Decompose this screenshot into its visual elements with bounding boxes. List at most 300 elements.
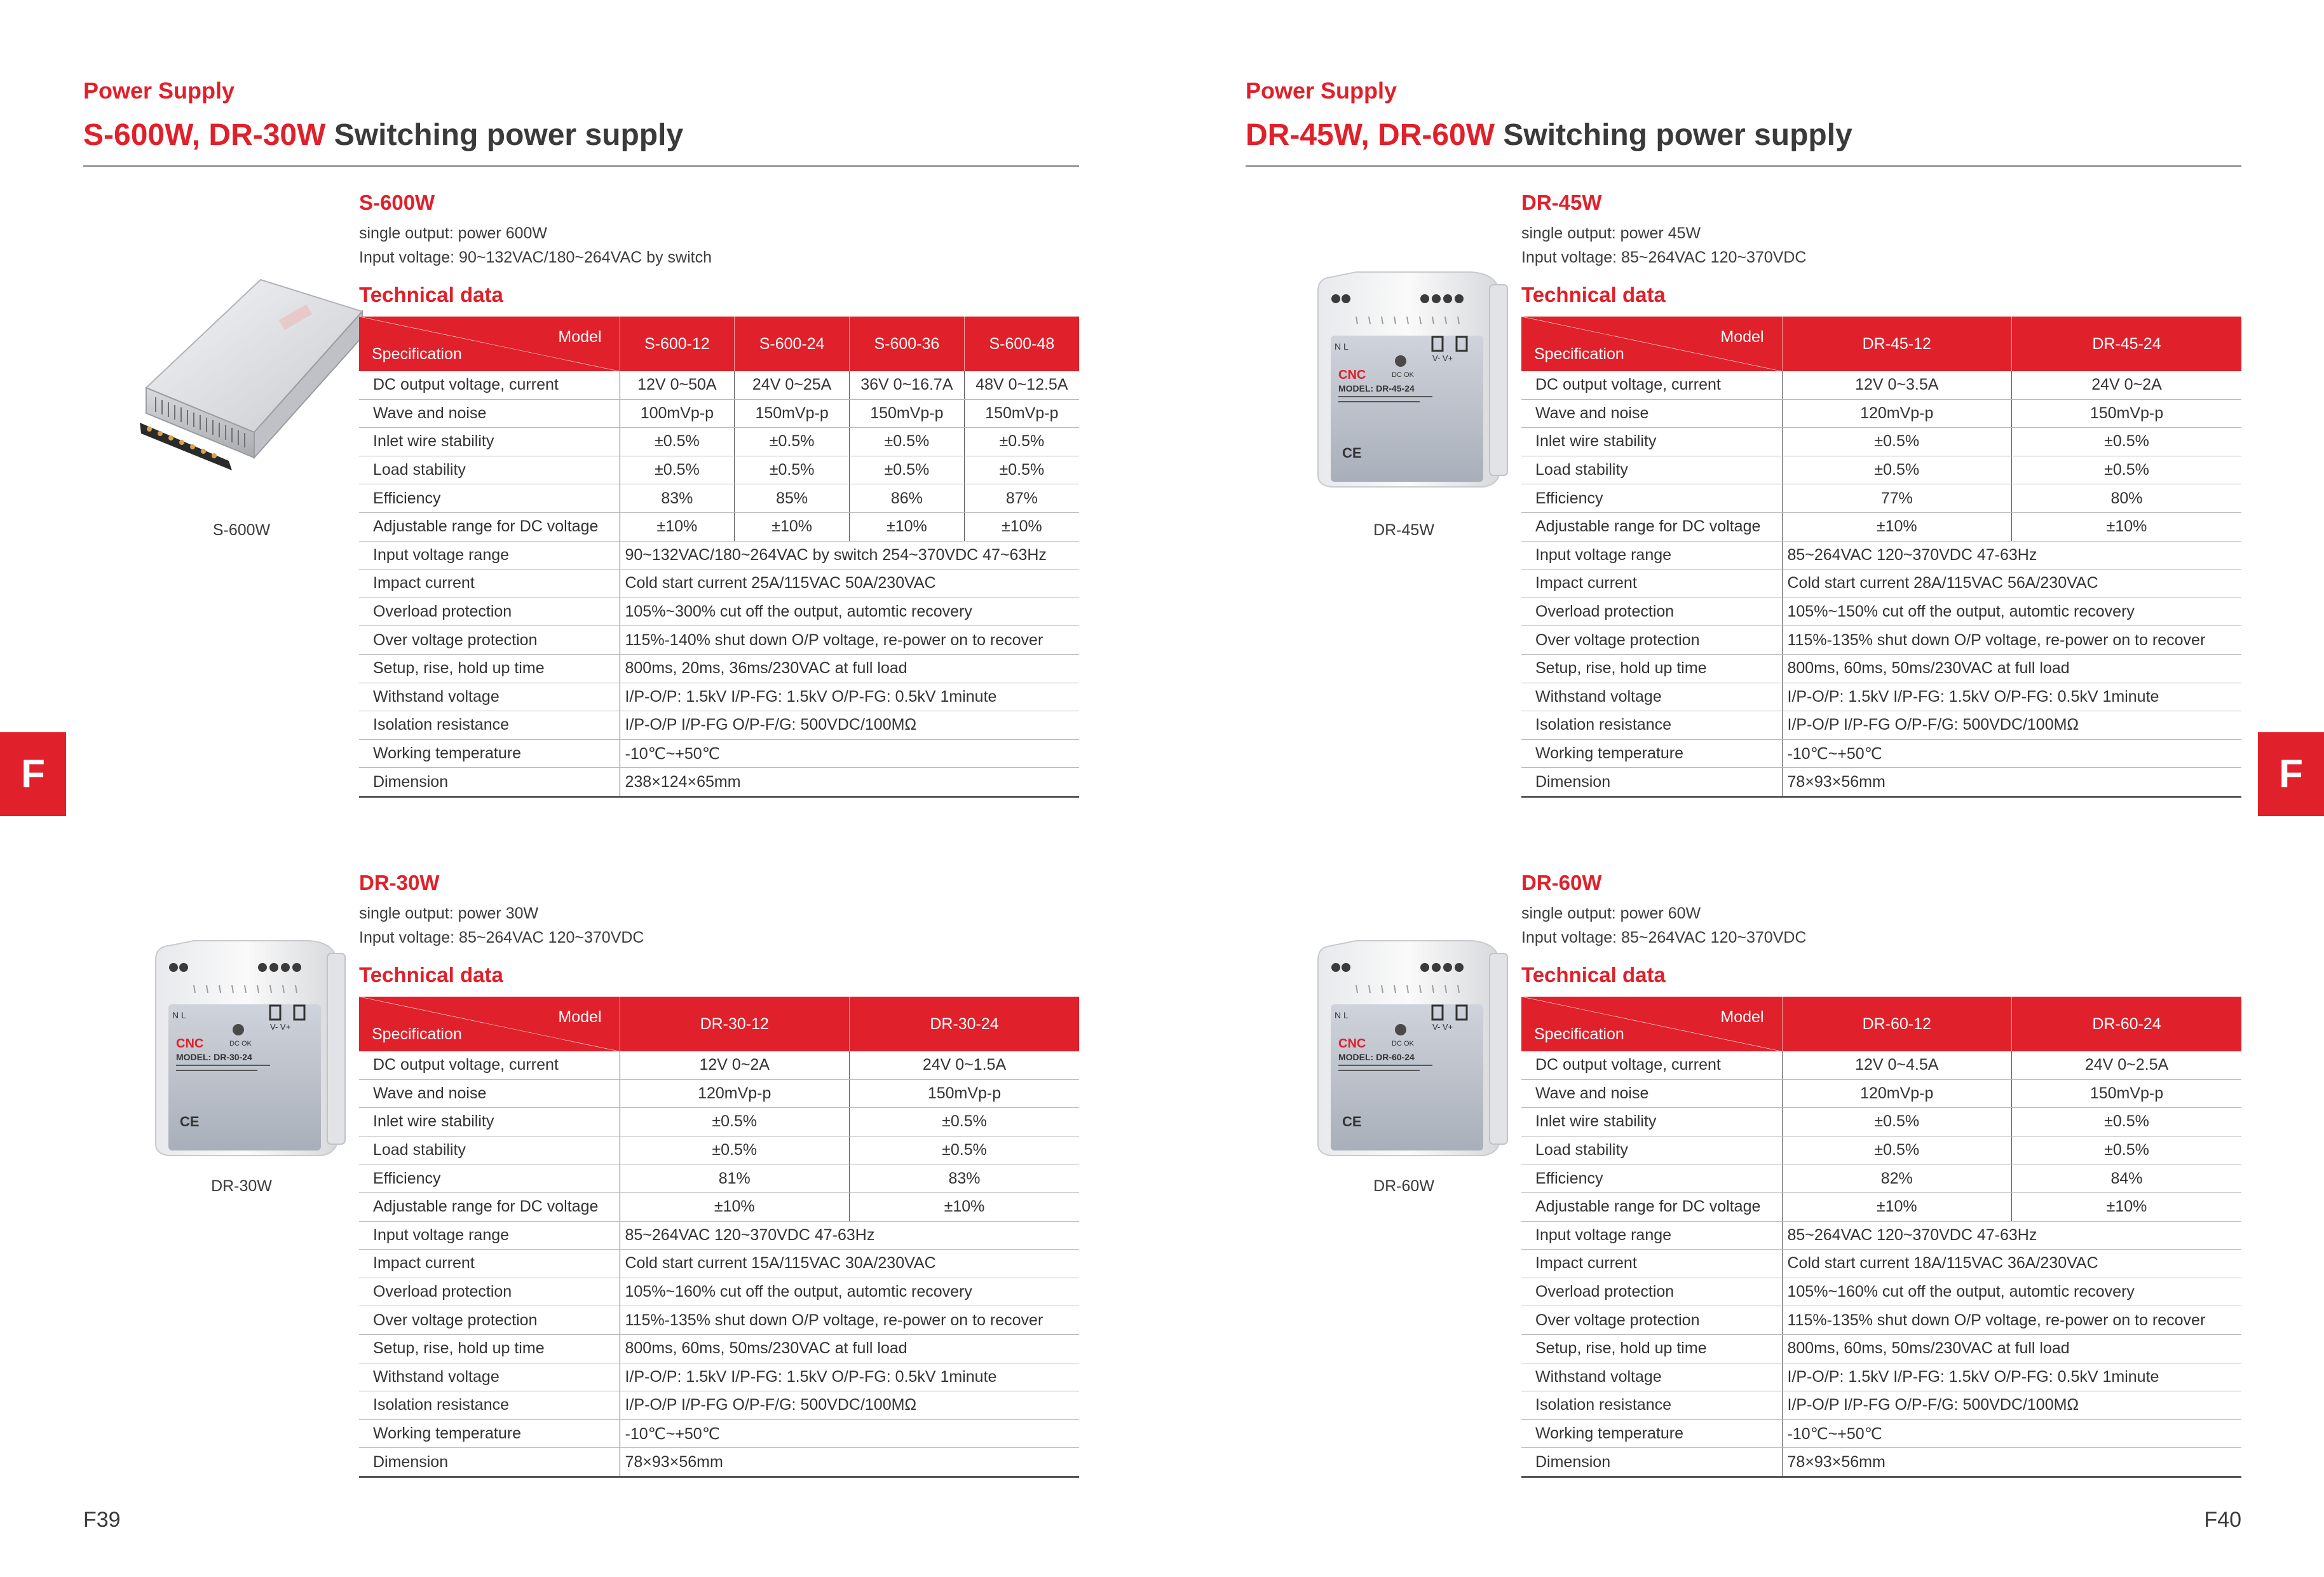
spec-name-cell: Isolation resistance: [359, 1391, 620, 1420]
spec-value-cell: ±10%: [2012, 1192, 2242, 1221]
spec-value-cell: I/P-O/P I/P-FG O/P-F/G: 500VDC/100MΩ: [1782, 711, 2241, 740]
spec-value-cell: 105%~160% cut off the output, automtic recovery: [1782, 1278, 2241, 1306]
spec-name-cell: Adjustable range for DC voltage: [1521, 1192, 1782, 1221]
spec-value-cell: ±0.5%: [1782, 1136, 2012, 1164]
model-label: MODEL: DR-30-24: [176, 1052, 252, 1062]
title-models: DR-45W, DR-60W: [1246, 118, 1495, 152]
table-header-row: [359, 317, 1079, 371]
desc-input: Input voltage: 90~132VAC/180~264VAC by switch: [359, 249, 712, 266]
model-header-cell: S-600-12: [620, 317, 735, 371]
table-row: [1521, 739, 2241, 768]
product-name: DR-30W: [359, 871, 440, 894]
ce-mark: CE: [1342, 445, 1362, 461]
technical-data-heading: Technical data: [1521, 283, 1666, 306]
spec-name-cell: Working temperature: [1521, 1419, 1782, 1448]
model-header-cell: S-600-36: [850, 317, 965, 371]
spec-value-cell: ±10%: [2012, 512, 2242, 541]
spec-value-cell: Cold start current 15A/115VAC 30A/230VAC: [620, 1250, 1079, 1278]
spec-name-cell: Overload protection: [359, 597, 620, 626]
spec-value-cell: 83%: [850, 1164, 1080, 1193]
spec-name-cell: Dimension: [1521, 768, 1782, 797]
spec-name-cell: Overload protection: [1521, 597, 1782, 626]
product-image-s600w: [121, 267, 388, 521]
spec-value-cell: 115%-140% shut down O/P voltage, re-power on to recover: [620, 626, 1079, 655]
spec-value-cell: Cold start current 18A/115VAC 36A/230VAC: [1782, 1250, 2241, 1278]
spec-name-cell: Over voltage protection: [1521, 1306, 1782, 1335]
brand-logo: CNC: [1338, 368, 1366, 382]
table-row: [359, 428, 1079, 456]
spec-value-cell: ±0.5%: [620, 456, 735, 484]
spec-value-cell: 85%: [735, 484, 850, 513]
dc-ok-label: DC OK: [1392, 1040, 1414, 1048]
title-models: S-600W, DR-30W: [83, 118, 326, 152]
spec-value-cell: I/P-O/P: 1.5kV I/P-FG: 1.5kV O/P-FG: 0.5kV 1minute: [1782, 1363, 2241, 1391]
spec-name-cell: Setup, rise, hold up time: [359, 1334, 620, 1363]
spec-value-cell: ±0.5%: [1782, 456, 2012, 484]
spec-name-cell: Inlet wire stability: [1521, 428, 1782, 456]
spec-name-cell: Overload protection: [359, 1278, 620, 1306]
page-number: F40: [2204, 1508, 2241, 1532]
header-spec-label: Specification: [372, 345, 462, 363]
spec-value-cell: ±10%: [1782, 1192, 2012, 1221]
product-caption: DR-60W: [1373, 1177, 1434, 1195]
spec-value-cell: ±0.5%: [2012, 1136, 2242, 1164]
table-row: [1521, 1108, 2241, 1137]
table-row: [1521, 399, 2241, 428]
spec-value-cell: 115%-135% shut down O/P voltage, re-power on to recover: [1782, 1306, 2241, 1335]
title-rule: [83, 165, 1079, 167]
table-row: [359, 1164, 1079, 1193]
spec-name-cell: Dimension: [359, 768, 620, 797]
spec-name-cell: Input voltage range: [359, 541, 620, 570]
brand-logo: CNC: [176, 1037, 204, 1051]
spec-value-cell: 800ms, 20ms, 36ms/230VAC at full load: [620, 654, 1079, 683]
desc-power: single output: power 60W: [1521, 905, 1701, 922]
spec-name-cell: DC output voltage, current: [1521, 1051, 1782, 1079]
header-model-label: Model: [1720, 1008, 1764, 1026]
spec-value-cell: 800ms, 60ms, 50ms/230VAC at full load: [620, 1334, 1079, 1363]
desc-input: Input voltage: 85~264VAC 120~370VDC: [1521, 929, 1807, 946]
spec-value-cell: ±0.5%: [850, 456, 965, 484]
spec-name-cell: Efficiency: [1521, 1164, 1782, 1193]
spec-name-cell: Setup, rise, hold up time: [1521, 654, 1782, 683]
spec-name-cell: Withstand voltage: [359, 1363, 620, 1391]
table-row: [1521, 626, 2241, 655]
spec-value-cell: 150mVp-p: [2012, 1079, 2242, 1108]
header-spec-label: Specification: [372, 1025, 462, 1043]
spec-value-cell: 105%~300% cut off the output, automtic recovery: [620, 597, 1079, 626]
spec-value-cell: ±0.5%: [620, 428, 735, 456]
header-model-label: Model: [558, 328, 602, 346]
spec-name-cell: Over voltage protection: [359, 1306, 620, 1335]
desc-power: single output: power 45W: [1521, 224, 1701, 242]
spec-name-cell: DC output voltage, current: [1521, 371, 1782, 399]
table-row: [359, 1221, 1079, 1250]
desc-power: single output: power 30W: [359, 905, 539, 922]
spec-value-cell: I/P-O/P I/P-FG O/P-F/G: 500VDC/100MΩ: [1782, 1391, 2241, 1420]
spec-name-cell: Wave and noise: [359, 399, 620, 428]
table-row: [359, 1448, 1079, 1477]
spec-name-cell: Setup, rise, hold up time: [359, 654, 620, 683]
spec-value-cell: 800ms, 60ms, 50ms/230VAC at full load: [1782, 654, 2241, 683]
model-header-cell: DR-60-24: [2012, 997, 2242, 1051]
model-header-cell: DR-45-24: [2012, 317, 2242, 371]
title-text: Switching power supply: [1495, 118, 1852, 152]
spec-name-cell: Wave and noise: [1521, 1079, 1782, 1108]
output-terminal-label: V- V+: [1432, 353, 1453, 363]
category-label: Power Supply: [1246, 78, 1397, 104]
table-row: [1521, 1278, 2241, 1306]
table-row: [359, 1136, 1079, 1164]
model-header-cell: S-600-48: [964, 317, 1079, 371]
spec-value-cell: 77%: [1782, 484, 2012, 513]
input-terminal-label: N L: [1335, 341, 1349, 352]
table-row: [1521, 1250, 2241, 1278]
spec-value-cell: 12V 0~2A: [620, 1051, 850, 1079]
spec-name-cell: Inlet wire stability: [359, 428, 620, 456]
table-row: [1521, 1136, 2241, 1164]
table-row: [359, 1363, 1079, 1391]
spec-value-cell: 85~264VAC 120~370VDC 47-63Hz: [620, 1221, 1079, 1250]
table-row: [1521, 1079, 2241, 1108]
spec-value-cell: 105%~150% cut off the output, automtic recovery: [1782, 597, 2241, 626]
table-row: [359, 768, 1079, 797]
spec-value-cell: 90~132VAC/180~264VAC by switch 254~370VDC 47~63Hz: [620, 541, 1079, 570]
spec-value-cell: ±0.5%: [1782, 428, 2012, 456]
table-row: [359, 541, 1079, 570]
section-tab-f: F: [2258, 732, 2324, 816]
spec-name-cell: Impact current: [1521, 570, 1782, 598]
spec-value-cell: 12V 0~50A: [620, 371, 735, 399]
spec-name-cell: Input voltage range: [359, 1221, 620, 1250]
spec-name-cell: Input voltage range: [1521, 1221, 1782, 1250]
spec-value-cell: 84%: [2012, 1164, 2242, 1193]
table-row: [359, 484, 1079, 513]
table-row: [1521, 541, 2241, 570]
desc-input: Input voltage: 85~264VAC 120~370VDC: [1521, 249, 1807, 266]
spec-table-s600w: [359, 317, 1079, 798]
product-description: [1521, 221, 1806, 270]
table-row: [359, 399, 1079, 428]
input-terminal-label: N L: [1335, 1010, 1349, 1020]
table-row: [1521, 768, 2241, 797]
technical-data-heading: Technical data: [359, 963, 503, 986]
table-row: [359, 1108, 1079, 1137]
table-row: [359, 597, 1079, 626]
spec-value-cell: 86%: [850, 484, 965, 513]
spec-name-cell: Dimension: [1521, 1448, 1782, 1477]
spec-value-cell: -10℃~+50℃: [1782, 1419, 2241, 1448]
page-title: [1246, 118, 1852, 153]
table-row: [359, 626, 1079, 655]
spec-value-cell: 48V 0~12.5A: [964, 371, 1079, 399]
spec-value-cell: 80%: [2012, 484, 2242, 513]
output-terminal-label: V- V+: [270, 1022, 291, 1032]
spec-value-cell: I/P-O/P I/P-FG O/P-F/G: 500VDC/100MΩ: [620, 1391, 1079, 1420]
ce-mark: CE: [180, 1114, 200, 1130]
right-page: [1162, 0, 2324, 1577]
header-corner-cell: [359, 317, 620, 371]
spec-name-cell: Adjustable range for DC voltage: [1521, 512, 1782, 541]
header-corner-cell: [1521, 317, 1782, 371]
spec-name-cell: Working temperature: [359, 1419, 620, 1448]
ce-mark: CE: [1342, 1114, 1362, 1130]
table-row: [1521, 1164, 2241, 1193]
table-header-row: [359, 997, 1079, 1051]
spec-value-cell: ±0.5%: [620, 1108, 850, 1137]
spec-value-cell: I/P-O/P: 1.5kV I/P-FG: 1.5kV O/P-FG: 0.5kV 1minute: [620, 683, 1079, 711]
table-row: [359, 1419, 1079, 1448]
spec-name-cell: Isolation resistance: [359, 711, 620, 740]
spec-name-cell: Setup, rise, hold up time: [1521, 1334, 1782, 1363]
table-row: [1521, 597, 2241, 626]
table-row: [1521, 484, 2241, 513]
output-terminal-label: V- V+: [1432, 1022, 1453, 1032]
table-row: [1521, 1334, 2241, 1363]
spec-name-cell: Wave and noise: [1521, 399, 1782, 428]
header-model-label: Model: [558, 1008, 602, 1026]
input-terminal-label: N L: [172, 1010, 186, 1020]
table-row: [359, 654, 1079, 683]
spec-name-cell: Input voltage range: [1521, 541, 1782, 570]
spec-value-cell: 24V 0~2A: [2012, 371, 2242, 399]
spec-value-cell: I/P-O/P: 1.5kV I/P-FG: 1.5kV O/P-FG: 0.5kV 1minute: [620, 1363, 1079, 1391]
model-label: MODEL: DR-60-24: [1338, 1052, 1415, 1062]
spec-name-cell: Working temperature: [1521, 739, 1782, 768]
spec-name-cell: Impact current: [1521, 1250, 1782, 1278]
table-row: [1521, 570, 2241, 598]
spec-name-cell: Inlet wire stability: [1521, 1108, 1782, 1137]
spec-name-cell: Load stability: [1521, 456, 1782, 484]
title-text: Switching power supply: [325, 118, 684, 152]
spec-value-cell: 78×93×56mm: [1782, 768, 2241, 797]
table-row: [359, 1278, 1079, 1306]
spec-value-cell: ±10%: [620, 512, 735, 541]
spec-value-cell: 150mVp-p: [964, 399, 1079, 428]
spec-value-cell: 120mVp-p: [1782, 399, 2012, 428]
table-row: [359, 1192, 1079, 1221]
product-description: [359, 221, 712, 270]
spec-name-cell: Efficiency: [1521, 484, 1782, 513]
spec-name-cell: Impact current: [359, 1250, 620, 1278]
spec-value-cell: ±0.5%: [850, 428, 965, 456]
table-row: [1521, 711, 2241, 740]
spec-table-dr30w: [359, 997, 1079, 1478]
dc-ok-label: DC OK: [229, 1040, 252, 1048]
table-header-row: [1521, 997, 2241, 1051]
spec-name-cell: Load stability: [359, 456, 620, 484]
spec-name-cell: Inlet wire stability: [359, 1108, 620, 1137]
spec-value-cell: ±0.5%: [1782, 1108, 2012, 1137]
spec-value-cell: 85~264VAC 120~370VDC 47-63Hz: [1782, 541, 2241, 570]
table-row: [359, 683, 1079, 711]
spec-value-cell: Cold start current 28A/115VAC 56A/230VAC: [1782, 570, 2241, 598]
spec-value-cell: 150mVp-p: [2012, 399, 2242, 428]
spec-value-cell: ±0.5%: [850, 1108, 1080, 1137]
spec-value-cell: 24V 0~1.5A: [850, 1051, 1080, 1079]
spec-value-cell: Cold start current 25A/115VAC 50A/230VAC: [620, 570, 1079, 598]
spec-name-cell: Over voltage protection: [359, 626, 620, 655]
table-row: [359, 1079, 1079, 1108]
spec-name-cell: Efficiency: [359, 484, 620, 513]
table-row: [1521, 683, 2241, 711]
spec-name-cell: Wave and noise: [359, 1079, 620, 1108]
table-row: [1521, 371, 2241, 399]
table-row: [359, 1391, 1079, 1420]
header-corner-cell: [1521, 997, 1782, 1051]
table-row: [1521, 654, 2241, 683]
table-row: [1521, 1419, 2241, 1448]
spec-value-cell: I/P-O/P I/P-FG O/P-F/G: 500VDC/100MΩ: [620, 711, 1079, 740]
spec-value-cell: 100mVp-p: [620, 399, 735, 428]
spec-value-cell: ±0.5%: [620, 1136, 850, 1164]
spec-value-cell: 800ms, 60ms, 50ms/230VAC at full load: [1782, 1334, 2241, 1363]
spec-value-cell: 115%-135% shut down O/P voltage, re-power on to recover: [620, 1306, 1079, 1335]
spec-value-cell: 85~264VAC 120~370VDC 47-63Hz: [1782, 1221, 2241, 1250]
spec-value-cell: 120mVp-p: [1782, 1079, 2012, 1108]
table-row: [359, 1306, 1079, 1335]
model-header-cell: DR-30-24: [850, 997, 1080, 1051]
spec-table-dr60w: [1521, 997, 2241, 1478]
spec-name-cell: Overload protection: [1521, 1278, 1782, 1306]
table-row: [359, 456, 1079, 484]
table-row: [1521, 1306, 2241, 1335]
model-header-cell: DR-30-12: [620, 997, 850, 1051]
table-row: [1521, 1448, 2241, 1477]
spec-name-cell: DC output voltage, current: [359, 371, 620, 399]
page-title: [83, 118, 683, 153]
spec-value-cell: 82%: [1782, 1164, 2012, 1193]
spec-value-cell: ±10%: [735, 512, 850, 541]
desc-input: Input voltage: 85~264VAC 120~370VDC: [359, 929, 644, 946]
header-model-label: Model: [1720, 328, 1764, 346]
model-header-cell: DR-60-12: [1782, 997, 2012, 1051]
spec-name-cell: Isolation resistance: [1521, 711, 1782, 740]
technical-data-heading: Technical data: [359, 283, 503, 306]
spec-value-cell: ±10%: [964, 512, 1079, 541]
desc-power: single output: power 600W: [359, 224, 548, 242]
spec-name-cell: Dimension: [359, 1448, 620, 1477]
spec-value-cell: ±10%: [850, 512, 965, 541]
model-label: MODEL: DR-45-24: [1338, 383, 1415, 393]
spec-value-cell: 78×93×56mm: [620, 1448, 1079, 1477]
spec-value-cell: -10℃~+50℃: [620, 739, 1079, 768]
spec-name-cell: Withstand voltage: [1521, 1363, 1782, 1391]
spec-name-cell: Withstand voltage: [359, 683, 620, 711]
spec-name-cell: Efficiency: [359, 1164, 620, 1193]
table-row: [1521, 428, 2241, 456]
table-row: [1521, 1391, 2241, 1420]
spec-name-cell: Isolation resistance: [1521, 1391, 1782, 1420]
spec-name-cell: DC output voltage, current: [359, 1051, 620, 1079]
spec-value-cell: 12V 0~4.5A: [1782, 1051, 2012, 1079]
spec-value-cell: 24V 0~2.5A: [2012, 1051, 2242, 1079]
header-spec-label: Specification: [1534, 1025, 1624, 1043]
header-spec-label: Specification: [1534, 345, 1624, 363]
table-row: [1521, 1051, 2241, 1079]
section-tab-f: F: [0, 732, 66, 816]
table-row: [359, 1051, 1079, 1079]
title-rule: [1246, 165, 2241, 167]
product-caption: S-600W: [212, 521, 271, 539]
spec-value-cell: 24V 0~25A: [735, 371, 850, 399]
spec-name-cell: Adjustable range for DC voltage: [359, 512, 620, 541]
dc-ok-label: DC OK: [1392, 371, 1414, 379]
spec-value-cell: ±10%: [850, 1192, 1080, 1221]
spec-value-cell: ±0.5%: [2012, 456, 2242, 484]
header-corner-cell: [359, 997, 620, 1051]
table-row: [1521, 1192, 2241, 1221]
spec-value-cell: ±0.5%: [735, 428, 850, 456]
page-number: F39: [83, 1508, 121, 1532]
table-row: [359, 1250, 1079, 1278]
model-header-cell: S-600-24: [735, 317, 850, 371]
spec-name-cell: Load stability: [359, 1136, 620, 1164]
spec-name-cell: Withstand voltage: [1521, 683, 1782, 711]
spec-table-dr45w: [1521, 317, 2241, 798]
spec-value-cell: ±0.5%: [2012, 1108, 2242, 1137]
spec-value-cell: 238×124×65mm: [620, 768, 1079, 797]
spec-value-cell: 83%: [620, 484, 735, 513]
table-row: [359, 1334, 1079, 1363]
table-row: [359, 570, 1079, 598]
spec-value-cell: -10℃~+50℃: [620, 1419, 1079, 1448]
spec-value-cell: 150mVp-p: [850, 1079, 1080, 1108]
table-row: [359, 512, 1079, 541]
spec-value-cell: ±0.5%: [2012, 428, 2242, 456]
product-name: DR-45W: [1521, 191, 1602, 214]
brand-logo: CNC: [1338, 1037, 1366, 1051]
product-caption: DR-30W: [211, 1177, 272, 1195]
table-row: [359, 711, 1079, 740]
spec-value-cell: 115%-135% shut down O/P voltage, re-power on to recover: [1782, 626, 2241, 655]
product-name: S-600W: [359, 191, 435, 214]
spec-value-cell: ±10%: [620, 1192, 850, 1221]
spec-name-cell: Impact current: [359, 570, 620, 598]
spec-value-cell: 87%: [964, 484, 1079, 513]
spec-value-cell: 150mVp-p: [850, 399, 965, 428]
spec-value-cell: 150mVp-p: [735, 399, 850, 428]
spec-value-cell: 81%: [620, 1164, 850, 1193]
technical-data-heading: Technical data: [1521, 963, 1666, 986]
spec-value-cell: 105%~160% cut off the output, automtic recovery: [620, 1278, 1079, 1306]
spec-value-cell: ±10%: [1782, 512, 2012, 541]
spec-name-cell: Adjustable range for DC voltage: [359, 1192, 620, 1221]
category-label: Power Supply: [83, 78, 235, 104]
table-row: [359, 371, 1079, 399]
spec-value-cell: ±0.5%: [964, 456, 1079, 484]
spec-value-cell: 12V 0~3.5A: [1782, 371, 2012, 399]
spec-name-cell: Working temperature: [359, 739, 620, 768]
spec-name-cell: Over voltage protection: [1521, 626, 1782, 655]
spec-value-cell: 120mVp-p: [620, 1079, 850, 1108]
product-caption: DR-45W: [1373, 521, 1434, 539]
table-row: [1521, 1363, 2241, 1391]
table-row: [359, 739, 1079, 768]
spec-name-cell: Load stability: [1521, 1136, 1782, 1164]
model-header-cell: DR-45-12: [1782, 317, 2012, 371]
table-row: [1521, 1221, 2241, 1250]
spec-value-cell: 36V 0~16.7A: [850, 371, 965, 399]
product-name: DR-60W: [1521, 871, 1602, 894]
spec-value-cell: ±0.5%: [735, 456, 850, 484]
spec-value-cell: ±0.5%: [850, 1136, 1080, 1164]
table-row: [1521, 456, 2241, 484]
spec-value-cell: 78×93×56mm: [1782, 1448, 2241, 1477]
spec-value-cell: ±0.5%: [964, 428, 1079, 456]
spec-value-cell: I/P-O/P: 1.5kV I/P-FG: 1.5kV O/P-FG: 0.5kV 1minute: [1782, 683, 2241, 711]
table-header-row: [1521, 317, 2241, 371]
